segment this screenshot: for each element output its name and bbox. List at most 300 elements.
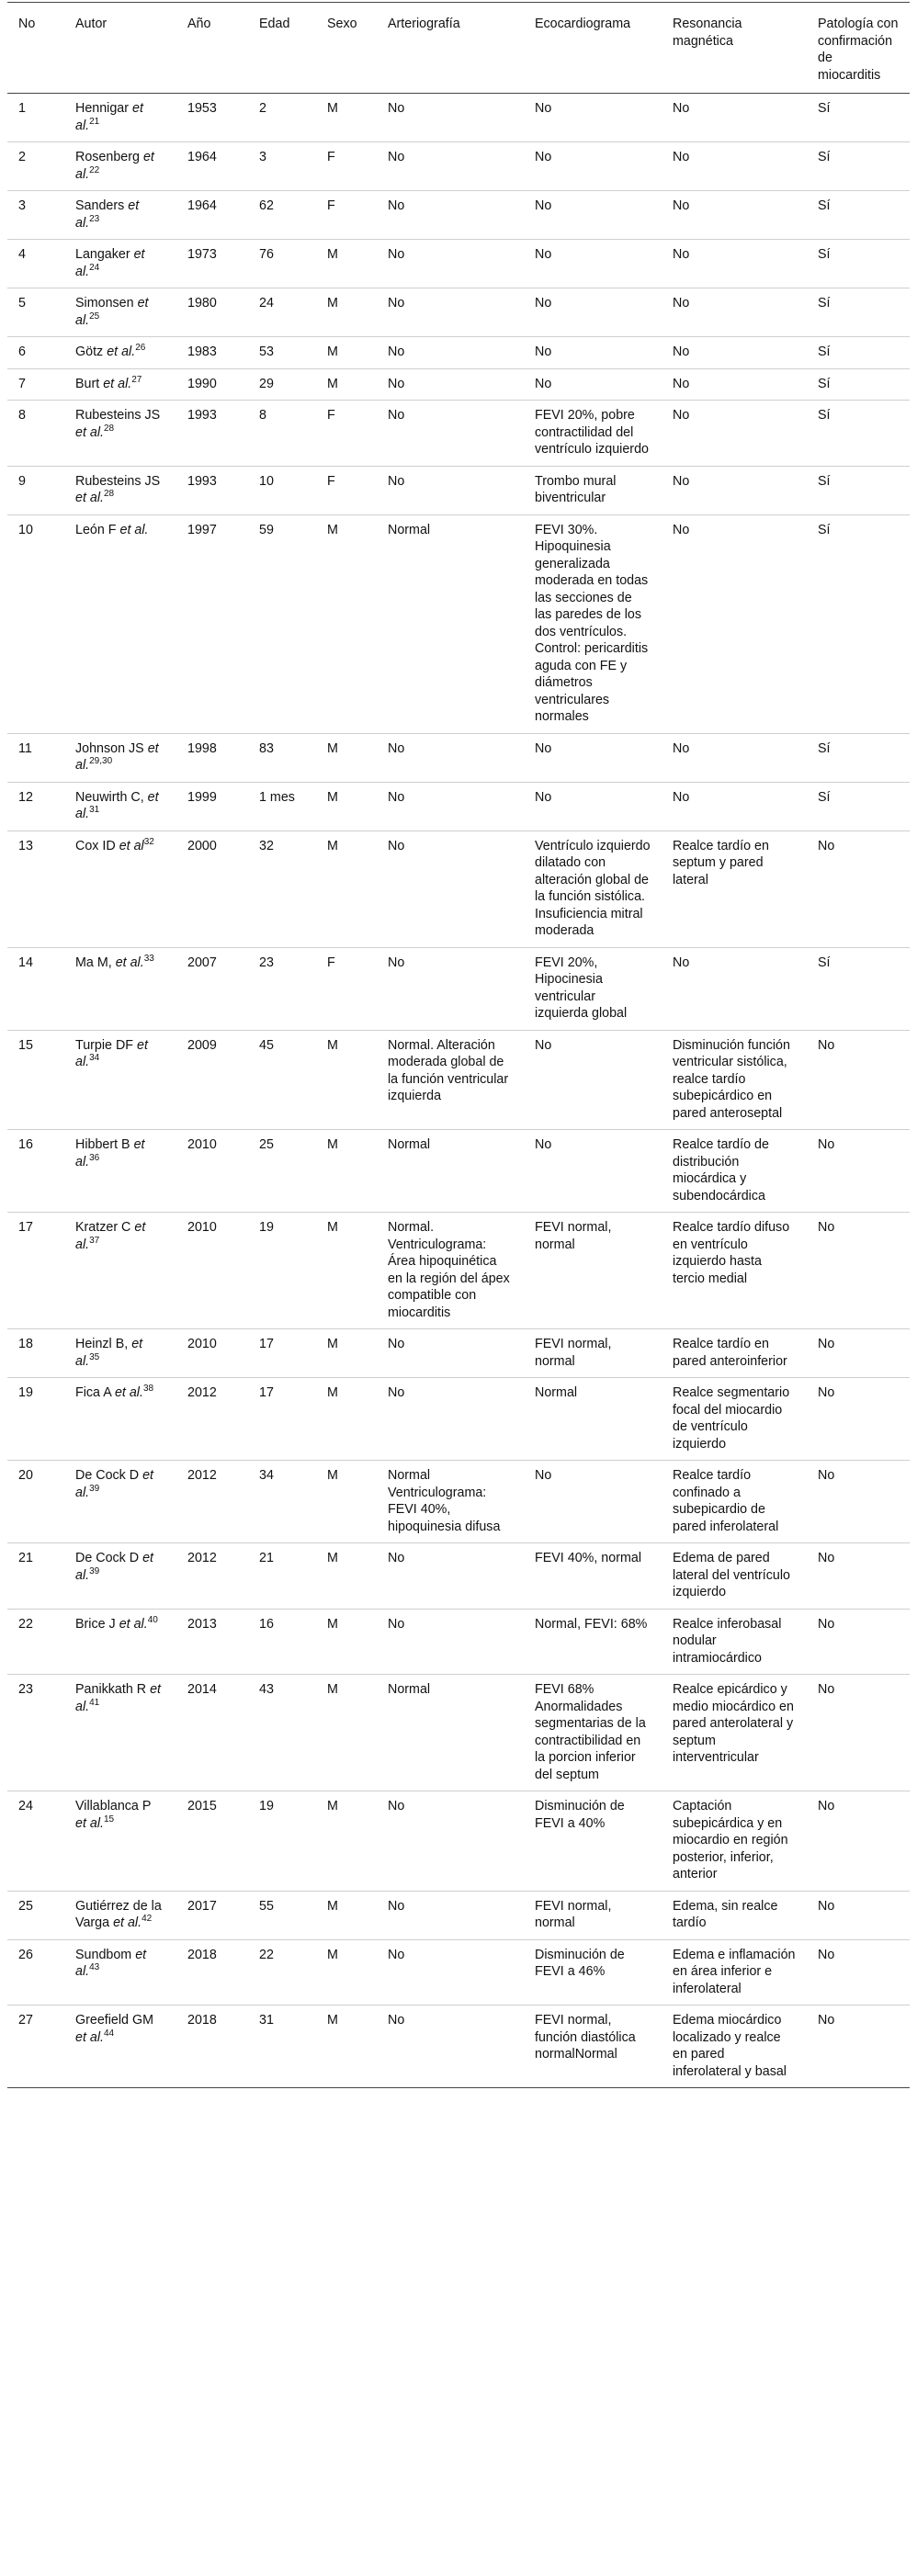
- cell-sexo: M: [327, 1551, 338, 1565]
- reference-number: 42: [142, 1914, 153, 1925]
- author-et-al: et al.: [119, 522, 149, 537]
- cell-no: 4: [18, 247, 26, 262]
- cell-arteriografia: Normal Ventriculograma: FEVI 40%, hipoquinesia difusa: [388, 1468, 501, 1534]
- cell-resonancia: Edema e inflamación en área inferior e inferolateral: [673, 1947, 796, 1996]
- cell-edad: 3: [259, 150, 266, 164]
- author-name: Götz: [75, 345, 104, 359]
- cell-sexo: M: [327, 1385, 338, 1400]
- reference-number: 28: [104, 423, 115, 434]
- cell-resonancia: No: [673, 740, 690, 756]
- cell-anio: 1980: [187, 296, 217, 311]
- cell-autor: [64, 142, 176, 191]
- reference-number: 23: [89, 213, 100, 224]
- table-row: [7, 368, 910, 401]
- reference-number: 34: [89, 1053, 100, 1064]
- cell-edad: 59: [259, 522, 274, 537]
- reference-number: 36: [89, 1152, 100, 1163]
- author-et-al: et al.: [75, 1947, 147, 1979]
- author-et-al: et al.: [75, 1220, 146, 1252]
- reference-number: 32: [143, 836, 154, 847]
- author-et-al: et al.: [114, 1385, 143, 1400]
- cell-arteriografia: No: [388, 1799, 405, 1813]
- table-row: [7, 94, 910, 142]
- cell-patologia: No: [818, 838, 835, 853]
- author-name: De Cock D: [75, 1468, 140, 1483]
- cell-arteriografia: No: [388, 345, 405, 359]
- cell-edad: 34: [259, 1468, 274, 1483]
- author-name: Neuwirth C,: [75, 789, 144, 805]
- cell-autor: [64, 733, 176, 782]
- cell-autor: [64, 240, 176, 288]
- reference-number: 35: [89, 1351, 100, 1362]
- cell-no: 12: [18, 789, 33, 805]
- cell-anio: 1983: [187, 345, 217, 359]
- cell-patologia: Sí: [818, 376, 831, 391]
- table-row: [7, 142, 910, 191]
- cell-resonancia: Realce segmentario focal del miocardio de ventrículo izquierdo: [673, 1385, 790, 1452]
- cell-sexo: M: [327, 1799, 338, 1813]
- cell-resonancia: Realce epicárdico y medio miocárdico en pared anterolateral y septum interventricular: [673, 1682, 794, 1765]
- cell-arteriografia: No: [388, 1616, 405, 1632]
- cell-autor: [64, 94, 176, 142]
- author-name: Panikkath R: [75, 1682, 147, 1697]
- cell-ecocardiograma: Disminución de FEVI a 46%: [535, 1947, 625, 1979]
- cell-edad: 31: [259, 2013, 274, 2028]
- cell-patologia: Sí: [818, 247, 831, 262]
- cell-anio: 2010: [187, 1337, 217, 1351]
- cell-autor: [64, 1461, 176, 1543]
- cell-no: 20: [18, 1468, 33, 1483]
- cell-resonancia: No: [673, 408, 690, 423]
- cell-ecocardiograma: Normal: [535, 1385, 578, 1400]
- cell-arteriografia: Normal. Ventriculograma: Área hipoquinética en la región del ápex compatible con miocarditis: [388, 1220, 510, 1320]
- author-name: De Cock D: [75, 1551, 140, 1565]
- cell-anio: 2012: [187, 1551, 217, 1565]
- cell-patologia: No: [818, 1799, 835, 1813]
- reference-number: 21: [89, 116, 100, 127]
- cell-sexo: M: [327, 247, 338, 262]
- author-et-al: et al.: [107, 345, 136, 359]
- cell-arteriografia: Normal: [388, 522, 431, 537]
- reference-number: 27: [131, 374, 142, 385]
- cell-ecocardiograma: Normal, FEVI: 68%: [535, 1616, 648, 1632]
- cell-resonancia: No: [673, 473, 690, 489]
- cell-ecocardiograma: Disminución de FEVI a 40%: [535, 1799, 625, 1831]
- cell-arteriografia: No: [388, 1337, 405, 1351]
- cell-ecocardiograma: FEVI 20%, pobre contractilidad del ventrículo izquierdo: [535, 408, 649, 457]
- col-header-resonancia: Resonancia magnética: [673, 17, 742, 49]
- cell-resonancia: No: [673, 376, 690, 391]
- cell-patologia: Sí: [818, 296, 831, 311]
- reference-number: 40: [147, 1614, 158, 1625]
- reference-number: 25: [89, 311, 100, 322]
- cell-anio: 2009: [187, 1037, 217, 1053]
- data-table: [7, 2, 910, 2088]
- cell-anio: 1964: [187, 198, 217, 213]
- cell-ecocardiograma: No: [535, 101, 552, 116]
- cell-autor: [64, 1791, 176, 1892]
- author-name: Cox ID: [75, 838, 116, 853]
- table-row: [7, 191, 910, 240]
- cell-autor: [64, 466, 176, 514]
- cell-edad: 10: [259, 473, 274, 489]
- cell-arteriografia: Normal: [388, 1682, 431, 1697]
- cell-autor: [64, 947, 176, 1030]
- author-et-al: et al.: [75, 424, 104, 440]
- cell-ecocardiograma: FEVI 68% Anormalidades segmentarias de la contractibilidad en la porcion inferior del septum: [535, 1682, 646, 1782]
- cell-edad: 83: [259, 740, 274, 756]
- col-header-edad: Edad: [259, 17, 290, 31]
- author-et-al: et al.: [75, 1682, 162, 1714]
- cell-resonancia: No: [673, 345, 690, 359]
- author-et-al: et al.: [75, 101, 143, 133]
- table-row: [7, 1329, 910, 1378]
- cell-arteriografia: No: [388, 247, 405, 262]
- cell-no: 27: [18, 2013, 33, 2028]
- cell-sexo: F: [327, 408, 335, 423]
- reference-number: 33: [143, 953, 154, 964]
- cell-arteriografia: No: [388, 740, 405, 756]
- author-et-al: et al.: [75, 150, 154, 182]
- author-et-al: et al.: [75, 1551, 154, 1583]
- cell-resonancia: No: [673, 247, 690, 262]
- cell-ecocardiograma: FEVI 20%, Hipocinesia ventricular izquierda global: [535, 955, 628, 1021]
- table-row: [7, 401, 910, 467]
- cell-anio: 2018: [187, 1947, 217, 1962]
- reference-number: 15: [104, 1813, 115, 1825]
- table-row: [7, 1130, 910, 1213]
- reference-number: 24: [89, 262, 100, 273]
- cell-sexo: M: [327, 1137, 338, 1152]
- cell-sexo: M: [327, 1037, 338, 1053]
- cell-ecocardiograma: FEVI normal, normal: [535, 1898, 612, 1930]
- cell-arteriografia: No: [388, 1551, 405, 1565]
- author-name: Turpie DF: [75, 1037, 134, 1053]
- author-name: Gutiérrez de la Varga: [75, 1898, 162, 1930]
- cell-edad: 8: [259, 408, 266, 423]
- cell-resonancia: No: [673, 101, 690, 116]
- cell-edad: 2: [259, 101, 266, 116]
- cell-sexo: M: [327, 376, 338, 391]
- cell-sexo: M: [327, 1468, 338, 1483]
- cell-sexo: M: [327, 296, 338, 311]
- reference-number: 43: [89, 1962, 100, 1973]
- cell-resonancia: Realce inferobasal nodular intramiocárdico: [673, 1616, 782, 1666]
- cell-edad: 19: [259, 1799, 274, 1813]
- cell-resonancia: Realce tardío difuso en ventrículo izquierdo hasta tercio medial: [673, 1220, 790, 1286]
- cell-no: 16: [18, 1137, 33, 1152]
- cell-edad: 17: [259, 1385, 274, 1400]
- cell-resonancia: Realce tardío en septum y pared lateral: [673, 838, 769, 887]
- cell-ecocardiograma: No: [535, 740, 552, 756]
- author-name: León F: [75, 522, 117, 537]
- cell-ecocardiograma: No: [535, 247, 552, 262]
- cell-sexo: M: [327, 740, 338, 756]
- cell-edad: 53: [259, 345, 274, 359]
- table-row: [7, 514, 910, 733]
- cell-patologia: Sí: [818, 955, 831, 970]
- cell-anio: 2013: [187, 1616, 217, 1632]
- author-name: Burt: [75, 376, 100, 391]
- cell-no: 18: [18, 1337, 33, 1351]
- cell-autor: [64, 191, 176, 240]
- cell-patologia: No: [818, 1337, 835, 1351]
- cell-anio: 2017: [187, 1898, 217, 1914]
- cell-sexo: F: [327, 473, 335, 489]
- cell-sexo: M: [327, 2013, 338, 2028]
- cell-autor: [64, 1609, 176, 1675]
- cell-ecocardiograma: No: [535, 1468, 552, 1483]
- author-et-al: et al.: [103, 376, 132, 391]
- author-name: Hennigar: [75, 101, 130, 116]
- cell-patologia: Sí: [818, 473, 831, 489]
- author-et-al: et al: [119, 838, 144, 853]
- cell-autor: [64, 514, 176, 733]
- table-row: [7, 1939, 910, 2005]
- cell-resonancia: Disminución función ventricular sistólica, realce tardío subepicárdico en pared anteroseptal: [673, 1037, 790, 1121]
- author-et-al: et al.: [75, 789, 159, 821]
- cell-resonancia: Edema, sin realce tardío: [673, 1898, 778, 1930]
- cell-no: 25: [18, 1898, 33, 1914]
- cell-edad: 16: [259, 1616, 274, 1632]
- cell-resonancia: Edema de pared lateral del ventrículo izquierdo: [673, 1551, 790, 1599]
- cell-no: 17: [18, 1220, 33, 1235]
- cell-arteriografia: Normal: [388, 1137, 431, 1152]
- author-name: Ma M,: [75, 955, 112, 970]
- cell-patologia: Sí: [818, 198, 831, 213]
- cell-edad: 32: [259, 838, 274, 853]
- author-et-al: et al.: [115, 955, 144, 970]
- table-row: [7, 1030, 910, 1130]
- cell-edad: 19: [259, 1220, 274, 1235]
- cell-anio: 2012: [187, 1468, 217, 1483]
- header-row: [7, 3, 910, 94]
- cell-patologia: Sí: [818, 150, 831, 164]
- author-et-al: et al.: [75, 740, 159, 773]
- table-row: [7, 1609, 910, 1675]
- cell-sexo: M: [327, 1898, 338, 1914]
- author-et-al: et al.: [75, 1037, 148, 1069]
- cell-arteriografia: No: [388, 789, 405, 805]
- cell-edad: 21: [259, 1551, 274, 1565]
- cell-no: 14: [18, 955, 33, 970]
- cell-arteriografia: No: [388, 2013, 405, 2028]
- cell-anio: 2018: [187, 2013, 217, 2028]
- cell-no: 22: [18, 1616, 33, 1632]
- cell-patologia: Sí: [818, 789, 831, 805]
- cell-edad: 76: [259, 247, 274, 262]
- cell-arteriografia: No: [388, 838, 405, 853]
- cell-anio: 1993: [187, 408, 217, 423]
- cell-ecocardiograma: No: [535, 198, 552, 213]
- cell-anio: 1993: [187, 473, 217, 489]
- cell-anio: 1999: [187, 789, 217, 805]
- table-body: [7, 94, 910, 2088]
- cell-no: 5: [18, 296, 26, 311]
- col-header-anio: Año: [187, 17, 211, 31]
- cell-no: 1: [18, 101, 26, 116]
- reference-number: 44: [104, 2028, 115, 2039]
- reference-number: 39: [89, 1483, 100, 1494]
- table-row: [7, 2005, 910, 2088]
- cell-resonancia: Realce tardío de distribución miocárdica y subendocárdica: [673, 1137, 769, 1203]
- cell-resonancia: No: [673, 296, 690, 311]
- cell-edad: 24: [259, 296, 274, 311]
- cell-patologia: No: [818, 1468, 835, 1483]
- table-row: [7, 288, 910, 337]
- cell-ecocardiograma: Trombo mural biventricular: [535, 473, 617, 505]
- cell-patologia: Sí: [818, 345, 831, 359]
- table-row: [7, 782, 910, 830]
- cell-ecocardiograma: No: [535, 789, 552, 805]
- cell-edad: 45: [259, 1037, 274, 1053]
- cell-autor: [64, 2005, 176, 2088]
- cell-edad: 25: [259, 1137, 274, 1152]
- cell-resonancia: No: [673, 198, 690, 213]
- cell-edad: 17: [259, 1337, 274, 1351]
- cell-anio: 2000: [187, 838, 217, 853]
- cell-edad: 62: [259, 198, 274, 213]
- cell-patologia: No: [818, 1137, 835, 1152]
- reference-number: 38: [142, 1384, 154, 1395]
- cell-anio: 1964: [187, 150, 217, 164]
- cell-no: 6: [18, 345, 26, 359]
- cell-anio: 1990: [187, 376, 217, 391]
- cell-resonancia: Realce tardío confinado a subepicardio de pared inferolateral: [673, 1468, 779, 1534]
- cell-autor: [64, 368, 176, 401]
- author-name: Kratzer C: [75, 1220, 131, 1235]
- cell-arteriografia: No: [388, 408, 405, 423]
- cell-autor: [64, 1543, 176, 1610]
- col-header-sexo: Sexo: [327, 17, 357, 31]
- table-row: [7, 466, 910, 514]
- cell-arteriografia: No: [388, 376, 405, 391]
- author-name: Rubesteins JS: [75, 408, 161, 423]
- cell-autor: [64, 1939, 176, 2005]
- table-row: [7, 1543, 910, 1610]
- cell-sexo: M: [327, 1220, 338, 1235]
- cell-sexo: M: [327, 101, 338, 116]
- author-name: Hibbert B: [75, 1137, 130, 1152]
- cell-edad: 43: [259, 1682, 274, 1697]
- cell-patologia: Sí: [818, 408, 831, 423]
- cell-autor: [64, 1378, 176, 1461]
- col-header-patologia: Patología con confirmación de miocarditis: [818, 17, 899, 83]
- cell-arteriografia: No: [388, 296, 405, 311]
- author-name: Brice J: [75, 1616, 116, 1632]
- table-row: [7, 947, 910, 1030]
- cell-sexo: M: [327, 1616, 338, 1632]
- author-name: Villablanca P: [75, 1799, 152, 1813]
- col-header-ecocardiograma: Ecocardiograma: [535, 17, 631, 31]
- cell-anio: 1953: [187, 101, 217, 116]
- table-row: [7, 1791, 910, 1892]
- cell-anio: 2007: [187, 955, 217, 970]
- cell-no: 3: [18, 198, 26, 213]
- author-et-al: et al.: [75, 198, 140, 231]
- cell-edad: 23: [259, 955, 274, 970]
- cell-autor: [64, 782, 176, 830]
- author-et-al: et al.: [75, 1468, 154, 1500]
- cell-anio: 2010: [187, 1137, 217, 1152]
- cell-arteriografia: No: [388, 101, 405, 116]
- cell-patologia: No: [818, 1682, 835, 1697]
- cell-arteriografia: No: [388, 955, 405, 970]
- cell-no: 8: [18, 408, 26, 423]
- author-name: Johnson JS: [75, 740, 144, 756]
- author-et-al: et al.: [75, 1337, 143, 1369]
- cell-patologia: No: [818, 1947, 835, 1962]
- cell-sexo: F: [327, 150, 335, 164]
- cell-patologia: No: [818, 1385, 835, 1400]
- author-et-al: et al.: [75, 1137, 145, 1169]
- cell-autor: [64, 1675, 176, 1791]
- cell-ecocardiograma: FEVI normal, función diastólica normalNormal: [535, 2013, 636, 2062]
- author-name: Langaker: [75, 247, 130, 262]
- cell-arteriografia: No: [388, 198, 405, 213]
- table-row: [7, 1213, 910, 1329]
- cell-ecocardiograma: FEVI normal, normal: [535, 1220, 612, 1252]
- cell-arteriografia: No: [388, 1898, 405, 1914]
- reference-number: 26: [135, 343, 146, 354]
- cell-arteriografia: No: [388, 150, 405, 164]
- cell-no: 15: [18, 1037, 33, 1053]
- author-et-al: et al.: [119, 1616, 148, 1632]
- cell-patologia: Sí: [818, 740, 831, 756]
- cell-arteriografia: Normal. Alteración moderada global de la función ventricular izquierda: [388, 1037, 509, 1103]
- cell-anio: 2014: [187, 1682, 217, 1697]
- cell-edad: 1 mes: [259, 789, 295, 805]
- cell-resonancia: Captación subepicárdica y en miocardio en región posterior, inferior, anterior: [673, 1799, 788, 1881]
- cell-patologia: Sí: [818, 522, 831, 537]
- cell-no: 26: [18, 1947, 33, 1962]
- reference-number: 37: [89, 1235, 100, 1246]
- cell-patologia: No: [818, 1220, 835, 1235]
- cell-sexo: M: [327, 789, 338, 805]
- author-et-al: et al.: [75, 296, 149, 328]
- col-header-autor: Autor: [75, 17, 108, 31]
- reference-number: 28: [104, 489, 115, 500]
- author-name: Fica A: [75, 1385, 111, 1400]
- cell-ecocardiograma: No: [535, 1037, 552, 1053]
- cell-anio: 2015: [187, 1799, 217, 1813]
- cell-autor: [64, 1213, 176, 1329]
- cell-arteriografia: No: [388, 1385, 405, 1400]
- reference-number: 31: [89, 805, 100, 816]
- cell-autor: [64, 401, 176, 467]
- reference-number: 41: [89, 1697, 100, 1708]
- cell-patologia: No: [818, 2013, 835, 2028]
- cell-ecocardiograma: No: [535, 296, 552, 311]
- reference-number: 22: [89, 164, 100, 175]
- cell-resonancia: No: [673, 955, 690, 970]
- cell-autor: [64, 1891, 176, 1939]
- cell-sexo: M: [327, 522, 338, 537]
- cell-arteriografia: No: [388, 473, 405, 489]
- author-et-al: et al.: [75, 491, 104, 505]
- cell-autor: [64, 1130, 176, 1213]
- cell-autor: [64, 1030, 176, 1130]
- author-et-al: et al.: [75, 247, 145, 279]
- cell-no: 21: [18, 1551, 33, 1565]
- cell-no: 2: [18, 150, 26, 164]
- cell-ecocardiograma: FEVI normal, normal: [535, 1337, 612, 1369]
- table-row: [7, 240, 910, 288]
- cell-no: 24: [18, 1799, 33, 1813]
- col-header-arteriografia: Arteriografía: [388, 17, 460, 31]
- cell-sexo: M: [327, 838, 338, 853]
- table-row: [7, 1461, 910, 1543]
